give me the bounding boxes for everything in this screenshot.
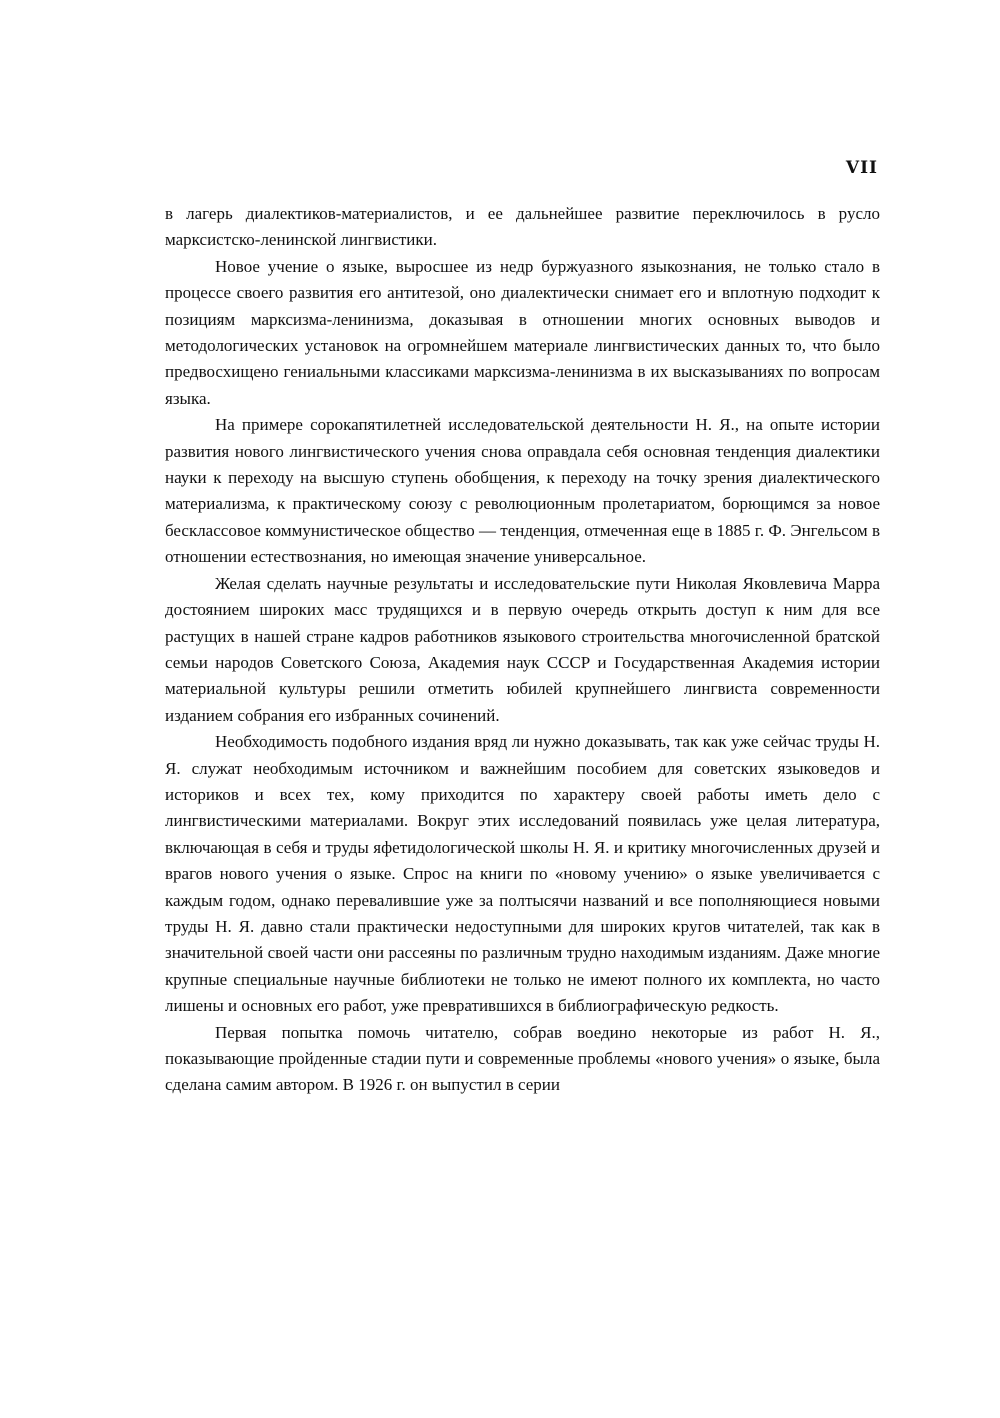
paragraph-continuation: в лагерь диалектиков-материалистов, и ее дальнейшее развитие переключилось в русло марксистско-ленинской лингвистики.	[165, 204, 880, 250]
body-text	[165, 201, 880, 1099]
paragraph-new-teaching: Новое учение о языке, выросшее из недр буржуазного языкознания, не только стало в процессе своего развития его антитезой, оно диалектически снимает его и вплотную подходит к позициям марксизма-ленинизма, доказывая в отношении многих основных выводов и методологических установок на огромнейшем материале лингвистических данных то, что было предвосхищено гениальными классиками марксизма-ленинизма в их высказываниях по вопросам языка.	[165, 256, 880, 408]
paragraph-jubilee-edition: Желая сделать научные результаты и исследовательские пути Николая Яковлевича Марра достоянием широких масс трудящихся и в первую очередь открыть доступ к ним для все растущих в нашей стране кадров работников языкового строительства многочисленной братской семьи народов Советского Союза, Академия наук СССР и Государственная Академия истории материальной культуры решили отметить юбилей крупнейшего лингвиста современности изданием собрания его избранных сочинений.	[165, 573, 880, 725]
paragraph-necessity: Необходимость подобного издания вряд ли нужно доказывать, так как уже сейчас труды Н. Я. служат необходимым источником и важнейшим пособием для советских языковедов и историков и всех тех, кому приходится по характеру своей работы иметь дело с лингвистическими материалами. Вокруг этих исследований появилась уже целая литература, включающая в себя и труды яфетидологической школы Н. Я. и критику многочисленных друзей и врагов нового учения о языке. Спрос на книги по «новому учению» о языке увеличивается с каждым годом, однако перевалившие уже за полтысячи названий и все пополняющиеся новыми труды Н. Я. давно стали практически недоступными для широких кругов читателей, так как в значительной своей части они рассеяны по различным трудно находимым изданиям. Даже многие крупные специальные научные библиотеки не только не имеют полного их комплекта, но часто лишены и основных его работ, уже превратившихся в библиографическую редкость.	[165, 732, 880, 1016]
page-number: VII	[845, 158, 878, 178]
paragraph-dialectics: На примере сорокапятилетней исследовательской деятельности Н. Я., на опыте истории развития нового лингвистического учения снова оправдала себя основная тенденция диалектики науки к переходу на высшую ступень обобщения, к переходу на точку зрения диалектического материализма, к практическому союзу с революционным пролетариатом, борющимся за новое бесклассовое коммунистическое общество — тенденция, отмеченная еще в 1885 г. Ф. Энгельсом в отношении естествознания, но имеющая значение универсальное.	[165, 415, 880, 567]
paragraph-first-attempt: Первая попытка помочь читателю, собрав воедино некоторые из работ Н. Я., показывающие пройденные стадии пути и современные проблемы «нового учения» о языке, была сделана самим автором. В 1926 г. он выпустил в серии	[165, 1022, 880, 1095]
